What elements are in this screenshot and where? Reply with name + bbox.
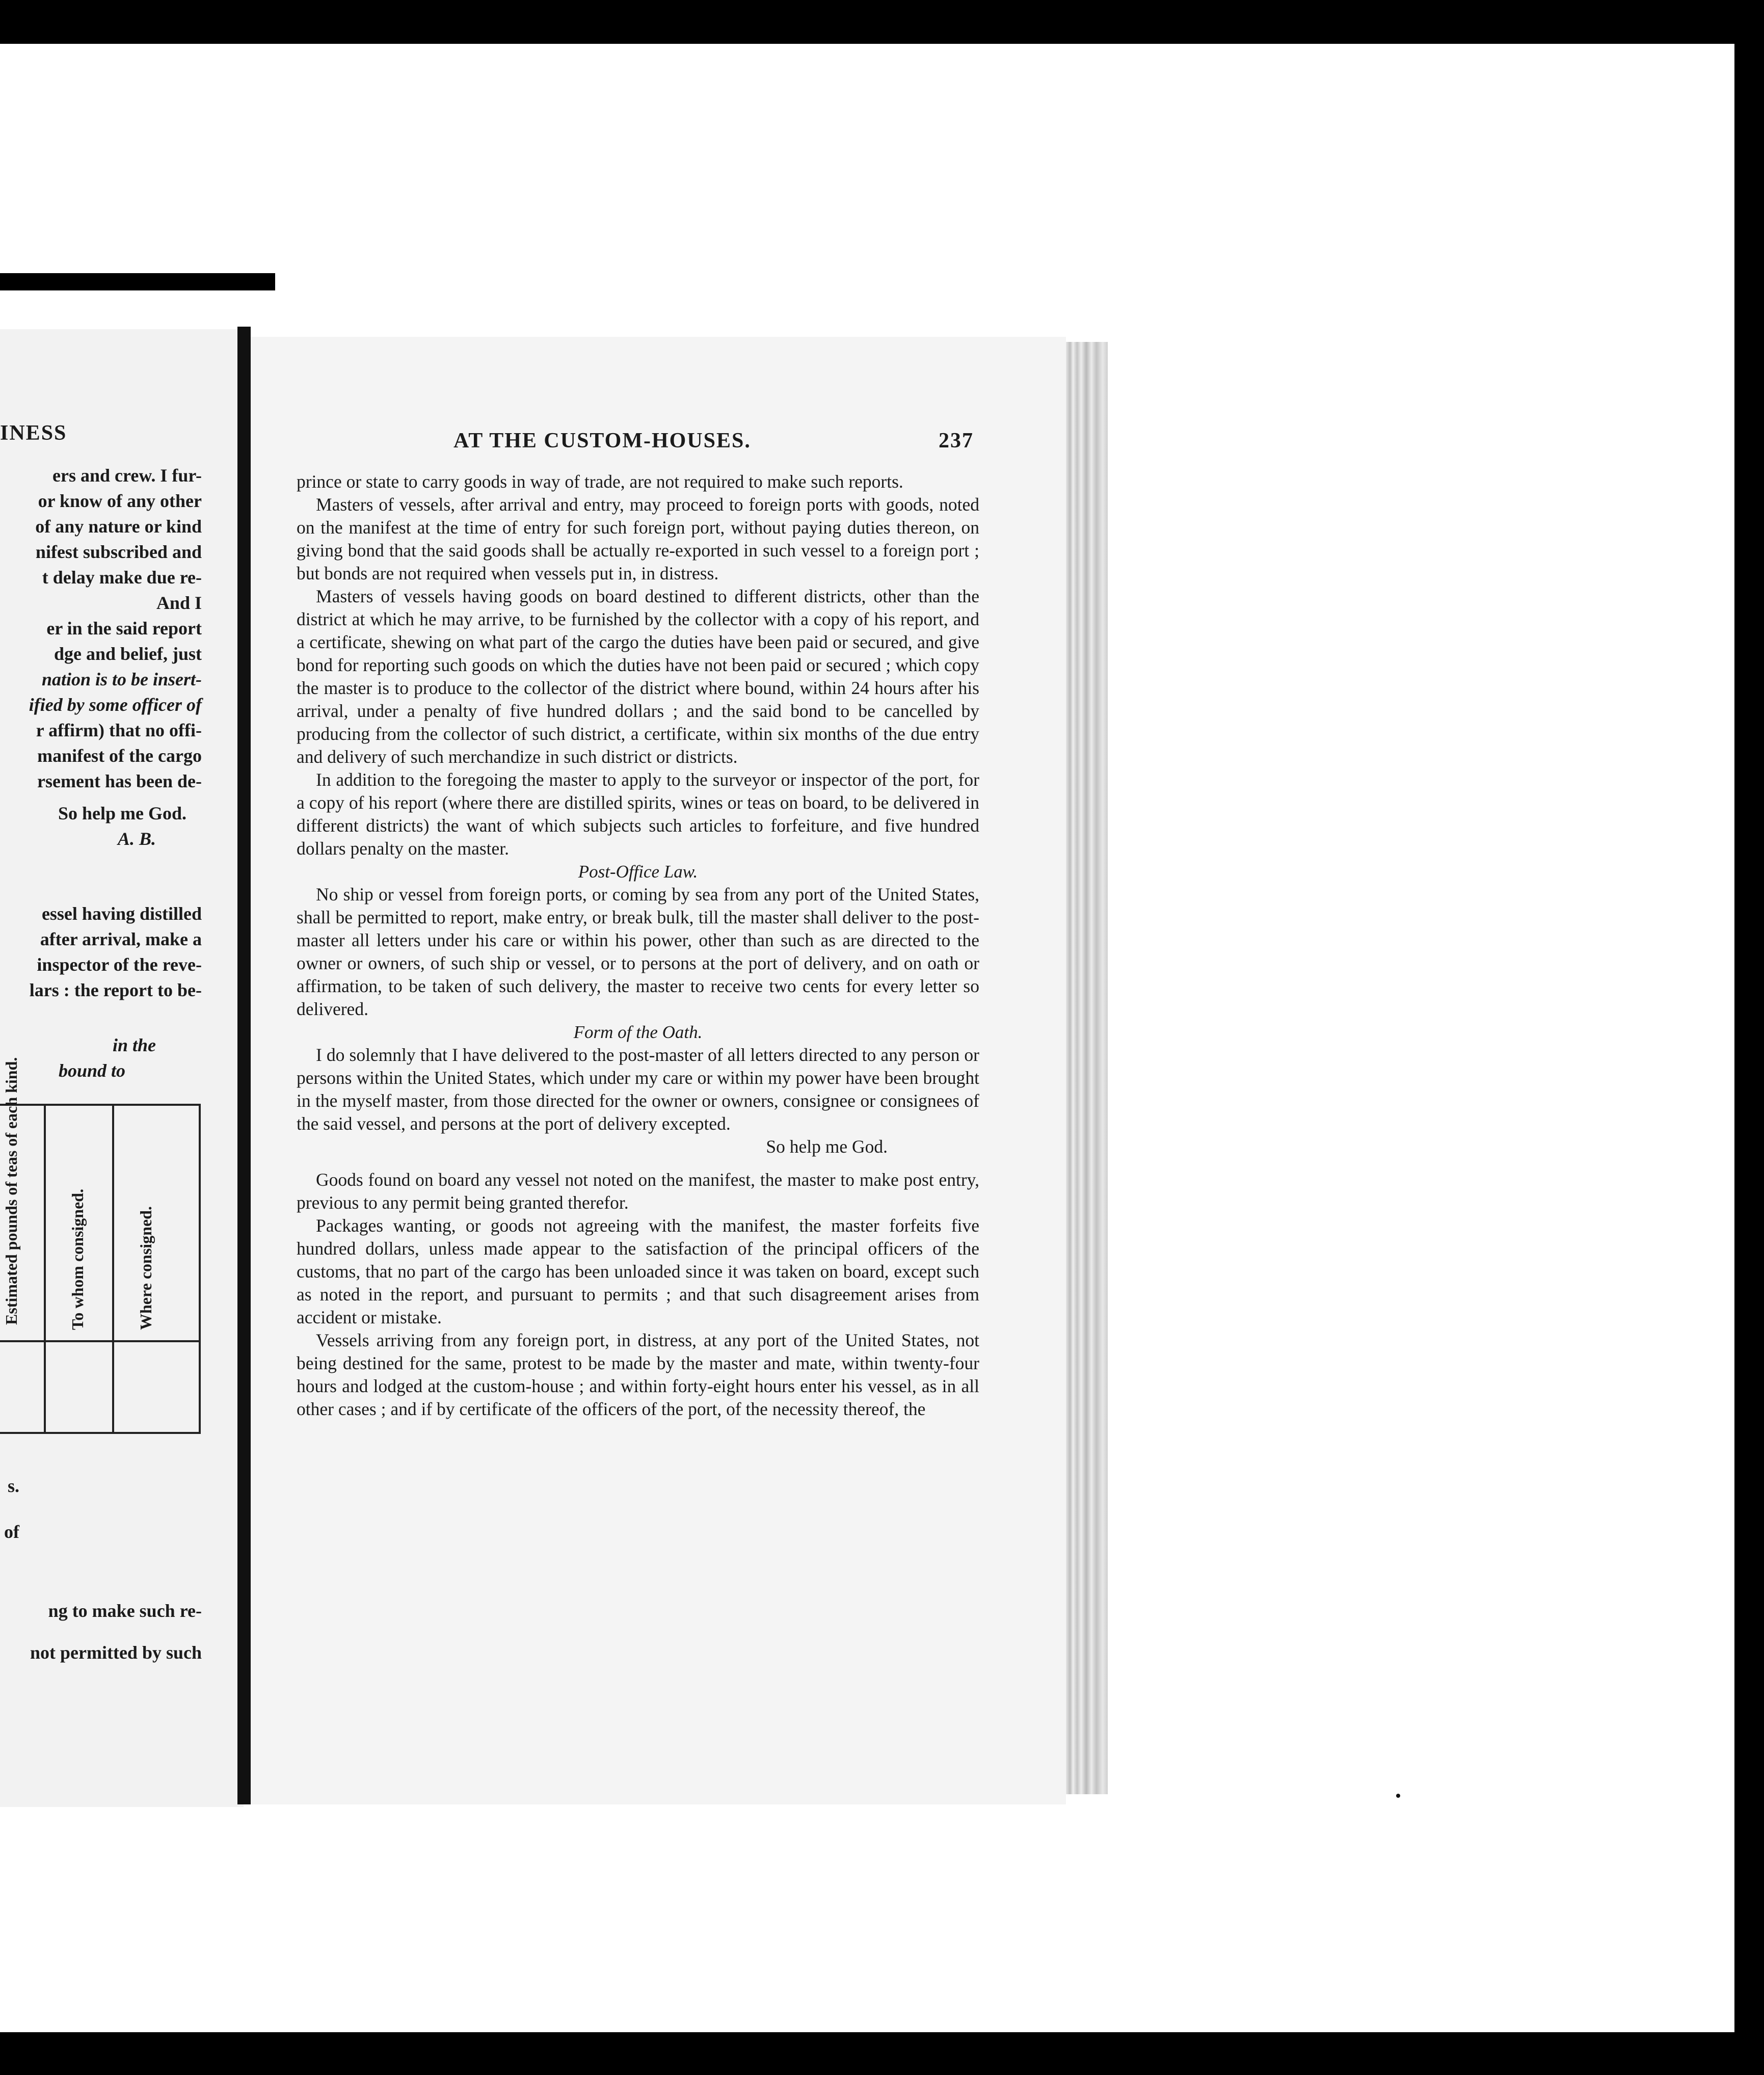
left-line: s. — [7, 1476, 19, 1496]
page-body — [297, 470, 979, 1421]
table-header-where: Where consigned. — [137, 1206, 155, 1330]
paragraph: Masters of vessels having goods on board destined to different districts, other than the district at which he may arrive, to be furnished by the collector with a copy of his report, and a certificate, shewing on what part of the cargo the duties have been paid or secured, and give bond for reporting such goods on which the duties have not been paid or secured ; which copy the master is to produce to the collector of the district where bound, within 24 hours after his arrival, under a penalty of five hundred dollars ; and the said bond to be cancelled by producing from the collector of such district, a certificate, within six months of the due entry and delivery of such merchandize in such district or districts. — [297, 586, 979, 767]
left-line: And I — [156, 593, 202, 613]
table-header-to-whom: To whom consigned. — [68, 1188, 87, 1330]
left-line: ers and crew. I fur- — [52, 465, 202, 486]
left-line: r affirm) that no offi- — [36, 720, 202, 740]
left-signoff: So help me God. — [58, 803, 186, 823]
left-line: not permitted by such — [30, 1642, 202, 1663]
paragraph: Packages wanting, or goods not agreeing with the manifest, the master forfeits five hundred dollars, unless made appear to the satisfaction of the principal officers of the customs, that no part of the cargo has been unloaded since it was taken on board, except such as noted in the report, and pursuant to permits ; and that such disagreement arises from accident or mistake. — [297, 1215, 979, 1327]
book-gutter — [237, 327, 251, 1804]
left-line: bound to — [58, 1060, 125, 1081]
left-line: lars : the report to be- — [29, 980, 202, 1000]
paragraph: In addition to the foregoing the master to apply to the surveyor or inspector of the port, for a copy of his report (where there are distilled spirits, wines or teas on board, to be delivered in different districts) the want of which subjects such articles to forfeiture, and five hundred dollars penalty on the master. — [297, 769, 979, 859]
left-line: in the — [112, 1035, 156, 1055]
paragraph: No ship or vessel from foreign ports, or coming by sea from any port of the United States, shall be permitted to report, make entry, or break bulk, till the master shall deliver to the post-master all letters under his care or within his power, other than such as are directed to the owner or owners, of such ship or vessel, or to persons at the port of delivery, and on oath or affirmation, to be taken of such delivery, the master to receive two cents for every letter so delivered. — [297, 884, 979, 1019]
left-line: manifest of the cargo — [37, 746, 202, 766]
paragraph: Goods found on board any vessel not noted on the manifest, the master to make post entry, previous to any permit being granted therefor. — [297, 1169, 979, 1213]
left-line: t delay make due re- — [42, 567, 202, 588]
left-line: inspector of the reve- — [37, 954, 202, 975]
left-line: ified by some officer of — [29, 695, 202, 715]
running-title: AT THE CUSTOM-HOUSES. — [453, 429, 751, 453]
paragraph: Masters of vessels, after arrival and entry, may proceed to foreign ports with goods, noted on the manifest at the time of entry for such foreign port, without paying duties thereon, on giving bond that the said goods shall be actually re-exported in such vessel to a foreign port ; but bonds are not required when vessels put in, in distress. — [297, 494, 979, 583]
dust-speck — [1396, 1794, 1400, 1798]
oath-text: I do solemnly that I have delivered to the post-master of all letters directed to any person or persons within the United States, which under my care or within my power have been brought in the myself master, from those directed for the owner or owners, consignee or consignees of the said vessel, and persons at the port of delivery excepted. — [297, 1045, 979, 1134]
left-running-head: INESS — [0, 421, 67, 445]
left-line: dge and belief, just — [54, 644, 202, 664]
left-line: nifest subscribed and — [35, 542, 202, 562]
paragraph: Vessels arriving from any foreign port, in distress, at any port of the United States, not being destined for the same, protest to be made by the master and mate, within twenty-four hours and lodged at the custom-house ; and within forty-eight hours enter his vessel, as in all other cases ; and if by certificate of the officers of the port, of the necessity thereof, the — [297, 1330, 979, 1419]
left-line: or know of any other — [38, 491, 202, 511]
right-page — [251, 337, 1066, 1804]
scanned-sheet — [0, 44, 1734, 2032]
left-signature: A. B. — [117, 829, 156, 849]
left-line: rsement has been de- — [37, 771, 202, 791]
left-line: ng to make such re- — [48, 1601, 202, 1621]
paragraph: prince or state to carry goods in way of trade, are not required to make such reports. — [297, 471, 903, 492]
dust-mark — [917, 24, 938, 28]
left-line: essel having distilled — [41, 903, 202, 924]
section-heading-oath: Form of the Oath. — [573, 1022, 703, 1042]
top-shadow-bar — [0, 273, 275, 290]
left-line: of — [4, 1522, 19, 1542]
oath-signoff: So help me God. — [766, 1136, 888, 1157]
left-line: nation is to be insert- — [41, 669, 202, 689]
left-line: er in the said report — [46, 618, 202, 639]
page-stack-edge — [1066, 342, 1108, 1794]
page-number: 237 — [939, 429, 974, 453]
section-heading-post-office: Post-Office Law. — [578, 862, 698, 882]
table-header-teas: Estimated pounds of teas of each kind. — [2, 1057, 20, 1325]
left-page-fragment — [0, 329, 244, 1807]
left-line: after arrival, make a — [40, 929, 202, 949]
left-line: of any nature or kind — [35, 516, 202, 537]
